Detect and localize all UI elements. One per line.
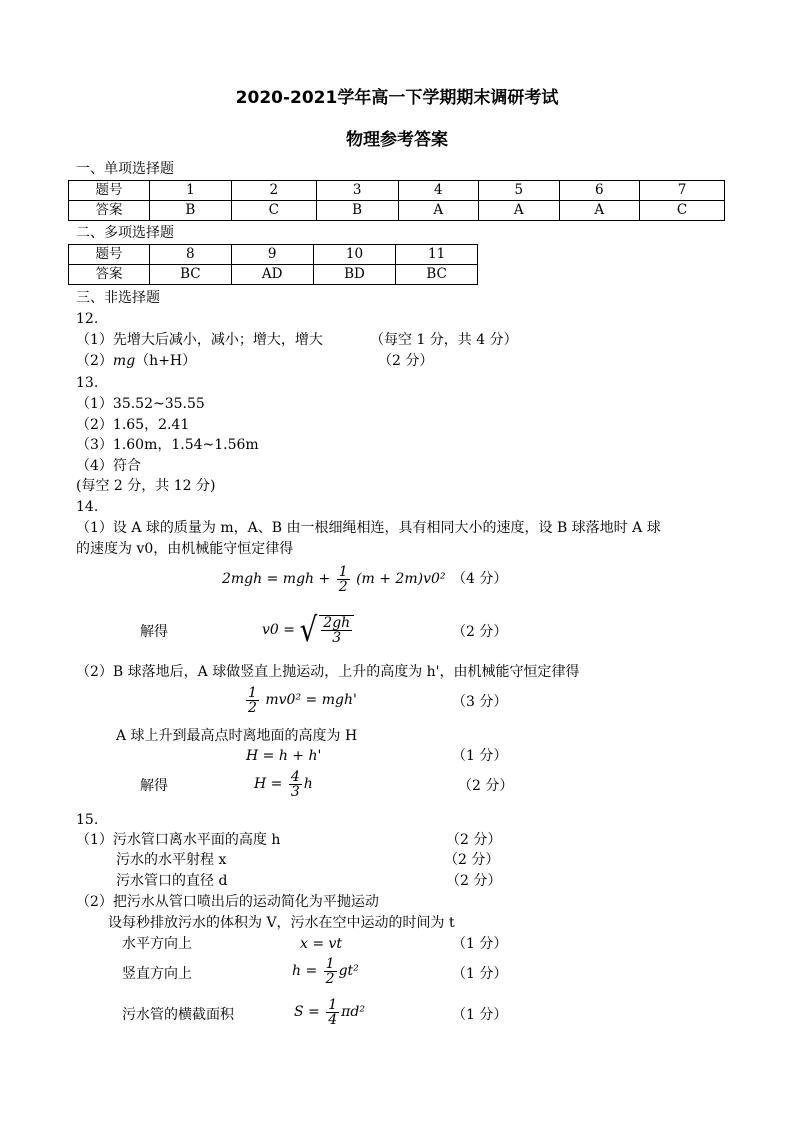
fraction-numerator: 1 (248, 684, 257, 701)
row-header-answer: 答案 (69, 265, 150, 285)
q14-part2-line1: （2）B 球落地后，A 球做竖直上抛运动，上升的高度为 h'，由机械能守恒定律得 (76, 664, 580, 680)
table-cell: C (231, 201, 316, 221)
table-cell: 6 (559, 181, 640, 201)
fraction-denominator: 2 (248, 699, 257, 716)
table-cell: 9 (231, 245, 313, 265)
vertical-left: h = (292, 963, 318, 979)
table-cell: A (398, 201, 479, 221)
sqrt-expression (299, 609, 356, 650)
q14-equation-3: H = h + h' (246, 748, 322, 764)
q15-part2-line2: 设每秒排放污水的体积为 V，污水在空中运动的时间为 t (108, 915, 455, 931)
vertical-fraction (324, 957, 337, 986)
q14-equation-2-score: （3 分） (452, 694, 508, 710)
fraction-denominator: 2 (325, 970, 335, 987)
table-cell: 7 (640, 181, 725, 201)
table-cell: C (640, 201, 725, 221)
table-cell: 8 (150, 245, 232, 265)
vertical-right: gt² (338, 963, 359, 979)
q12-number: 12. (76, 311, 99, 327)
q15-vertical-score: （1 分） (452, 966, 508, 982)
q12-answer-2-prefix: （2） (76, 353, 113, 369)
q15-area-score: （1 分） (452, 1007, 508, 1023)
table-row (69, 245, 478, 265)
q15-part1-a-score: （2 分） (446, 832, 502, 848)
solve2-left: H = (254, 776, 283, 792)
q14-solve-2-score: （2 分） (458, 778, 514, 794)
q15-area-label: 污水管的横截面积 (122, 1007, 234, 1023)
area-left: S = (294, 1004, 320, 1020)
q15-vertical-equation (292, 953, 359, 989)
fraction-numerator: 1 (328, 996, 338, 1013)
q12-answer-2 (76, 352, 196, 370)
table-cell: B (150, 201, 232, 221)
fraction-numerator: 4 (290, 768, 300, 785)
section2-heading: 二、多项选择题 (76, 225, 174, 241)
q12-score-1: （每空 1 分，共 4 分） (370, 332, 518, 348)
q14-number: 14. (76, 499, 99, 515)
q13-answer-1: （1）35.52~35.55 (76, 396, 205, 412)
table-row (69, 265, 478, 285)
sqrt-icon: √ (299, 609, 318, 650)
q15-part1-b-score: （2 分） (444, 852, 500, 868)
section1-heading: 一、单项选择题 (76, 161, 174, 177)
table-cell: 5 (479, 181, 560, 201)
solve2-right: h (303, 776, 313, 792)
section3-heading: 三、非选择题 (76, 290, 160, 306)
q15-horizontal-label: 水平方向上 (122, 936, 192, 952)
fraction-denominator: 4 (328, 1011, 338, 1028)
q15-area-equation (294, 994, 365, 1030)
q14-equation-2 (244, 684, 357, 716)
q14-solve-2 (254, 766, 313, 802)
q15-horizontal-equation: x = vt (300, 936, 343, 952)
q14-equation-1 (222, 564, 446, 594)
q15-part1-c: 污水管口的直径 d (116, 873, 228, 889)
row-header-question: 题号 (69, 245, 150, 265)
table-cell: 1 (150, 181, 232, 201)
q15-vertical-label: 竖直方向上 (122, 966, 192, 982)
row-header-answer: 答案 (69, 201, 150, 221)
q13-score: (每空 2 分，共 12 分) (76, 478, 216, 494)
q15-part1-c-score: （2 分） (446, 873, 502, 889)
q15-number: 15. (76, 812, 99, 828)
area-fraction (326, 998, 339, 1027)
q14-solve-2-label: 解得 (140, 778, 168, 794)
solve2-fraction (289, 770, 302, 799)
table-cell: BC (396, 265, 478, 285)
q12-answer-1: （1）先增大后减小，减小；增大，增大 (76, 332, 323, 348)
fraction-numerator: 1 (325, 955, 335, 972)
fraction-denominator: 3 (290, 783, 300, 800)
q14-part2-line2: A 球上升到最高点时离地面的高度为 H (116, 728, 358, 744)
q13-answer-3: （3）1.60m，1.54~1.56m (76, 437, 259, 453)
solve1-left: v0 = (262, 622, 295, 638)
table-cell: A (559, 201, 640, 221)
row-header-question: 题号 (69, 181, 150, 201)
q13-answer-4: （4）符合 (76, 458, 141, 474)
q15-part1-a: （1）污水管口离水平面的高度 h (76, 832, 281, 848)
q12-answer-2-mg: mg (112, 353, 136, 369)
table-cell: BC (150, 265, 232, 285)
q15-part1-b: 污水的水平射程 x (116, 852, 227, 868)
q14-equation-1-score: （4 分） (452, 571, 508, 587)
eq1-right: (m + 2m)v0² (356, 571, 446, 587)
q14-solve-1 (262, 610, 356, 650)
single-choice-table (68, 180, 725, 221)
q14-solve-1-label: 解得 (140, 624, 168, 640)
page-subtitle: 物理参考答案 (346, 130, 448, 150)
fraction-numerator: 1 (338, 563, 348, 580)
q14-solve-1-score: （2 分） (452, 624, 508, 640)
q13-answer-2: （2）1.65，2.41 (76, 417, 190, 433)
eq2-fraction (246, 686, 259, 715)
q14-equation-3-score: （1 分） (452, 748, 508, 764)
q15-horizontal-score: （1 分） (452, 936, 508, 952)
fraction-denominator: 2 (338, 578, 348, 595)
area-right: πd² (341, 1004, 365, 1020)
table-cell: 11 (396, 245, 478, 265)
table-cell: 3 (316, 181, 398, 201)
q14-part1-line2: 的速度为 v0，由机械能守恒定律得 (76, 541, 294, 557)
q15-part2-line1: （2）把污水从管口喷出后的运动简化为平抛运动 (76, 894, 379, 910)
eq2-right: mv0² = mgh' (265, 692, 357, 708)
q12-score-2: （2 分） (378, 353, 434, 369)
table-cell: 10 (313, 245, 396, 265)
q14-part1-line1: （1）设 A 球的质量为 m，A、B 由一根细绳相连，具有相同大小的速度，设 B 球落地时 A 球 (76, 520, 661, 536)
table-row (69, 181, 725, 201)
table-cell: A (479, 201, 560, 221)
table-cell: 4 (398, 181, 479, 201)
multi-choice-table (68, 244, 478, 285)
fraction-numerator: 2gh (323, 615, 351, 631)
q13-number: 13. (76, 375, 99, 391)
fraction-denominator: 3 (332, 630, 342, 646)
eq1-left: 2mgh = mgh + (222, 571, 331, 587)
eq1-fraction (337, 565, 350, 594)
table-cell: AD (231, 265, 313, 285)
table-cell: 2 (231, 181, 316, 201)
table-cell: B (316, 201, 398, 221)
page-title: 2020-2021学年高一下学期期末调研考试 (235, 88, 559, 108)
table-row (69, 201, 725, 221)
table-cell: BD (313, 265, 396, 285)
q12-answer-2-paren: （h+H） (135, 353, 197, 369)
